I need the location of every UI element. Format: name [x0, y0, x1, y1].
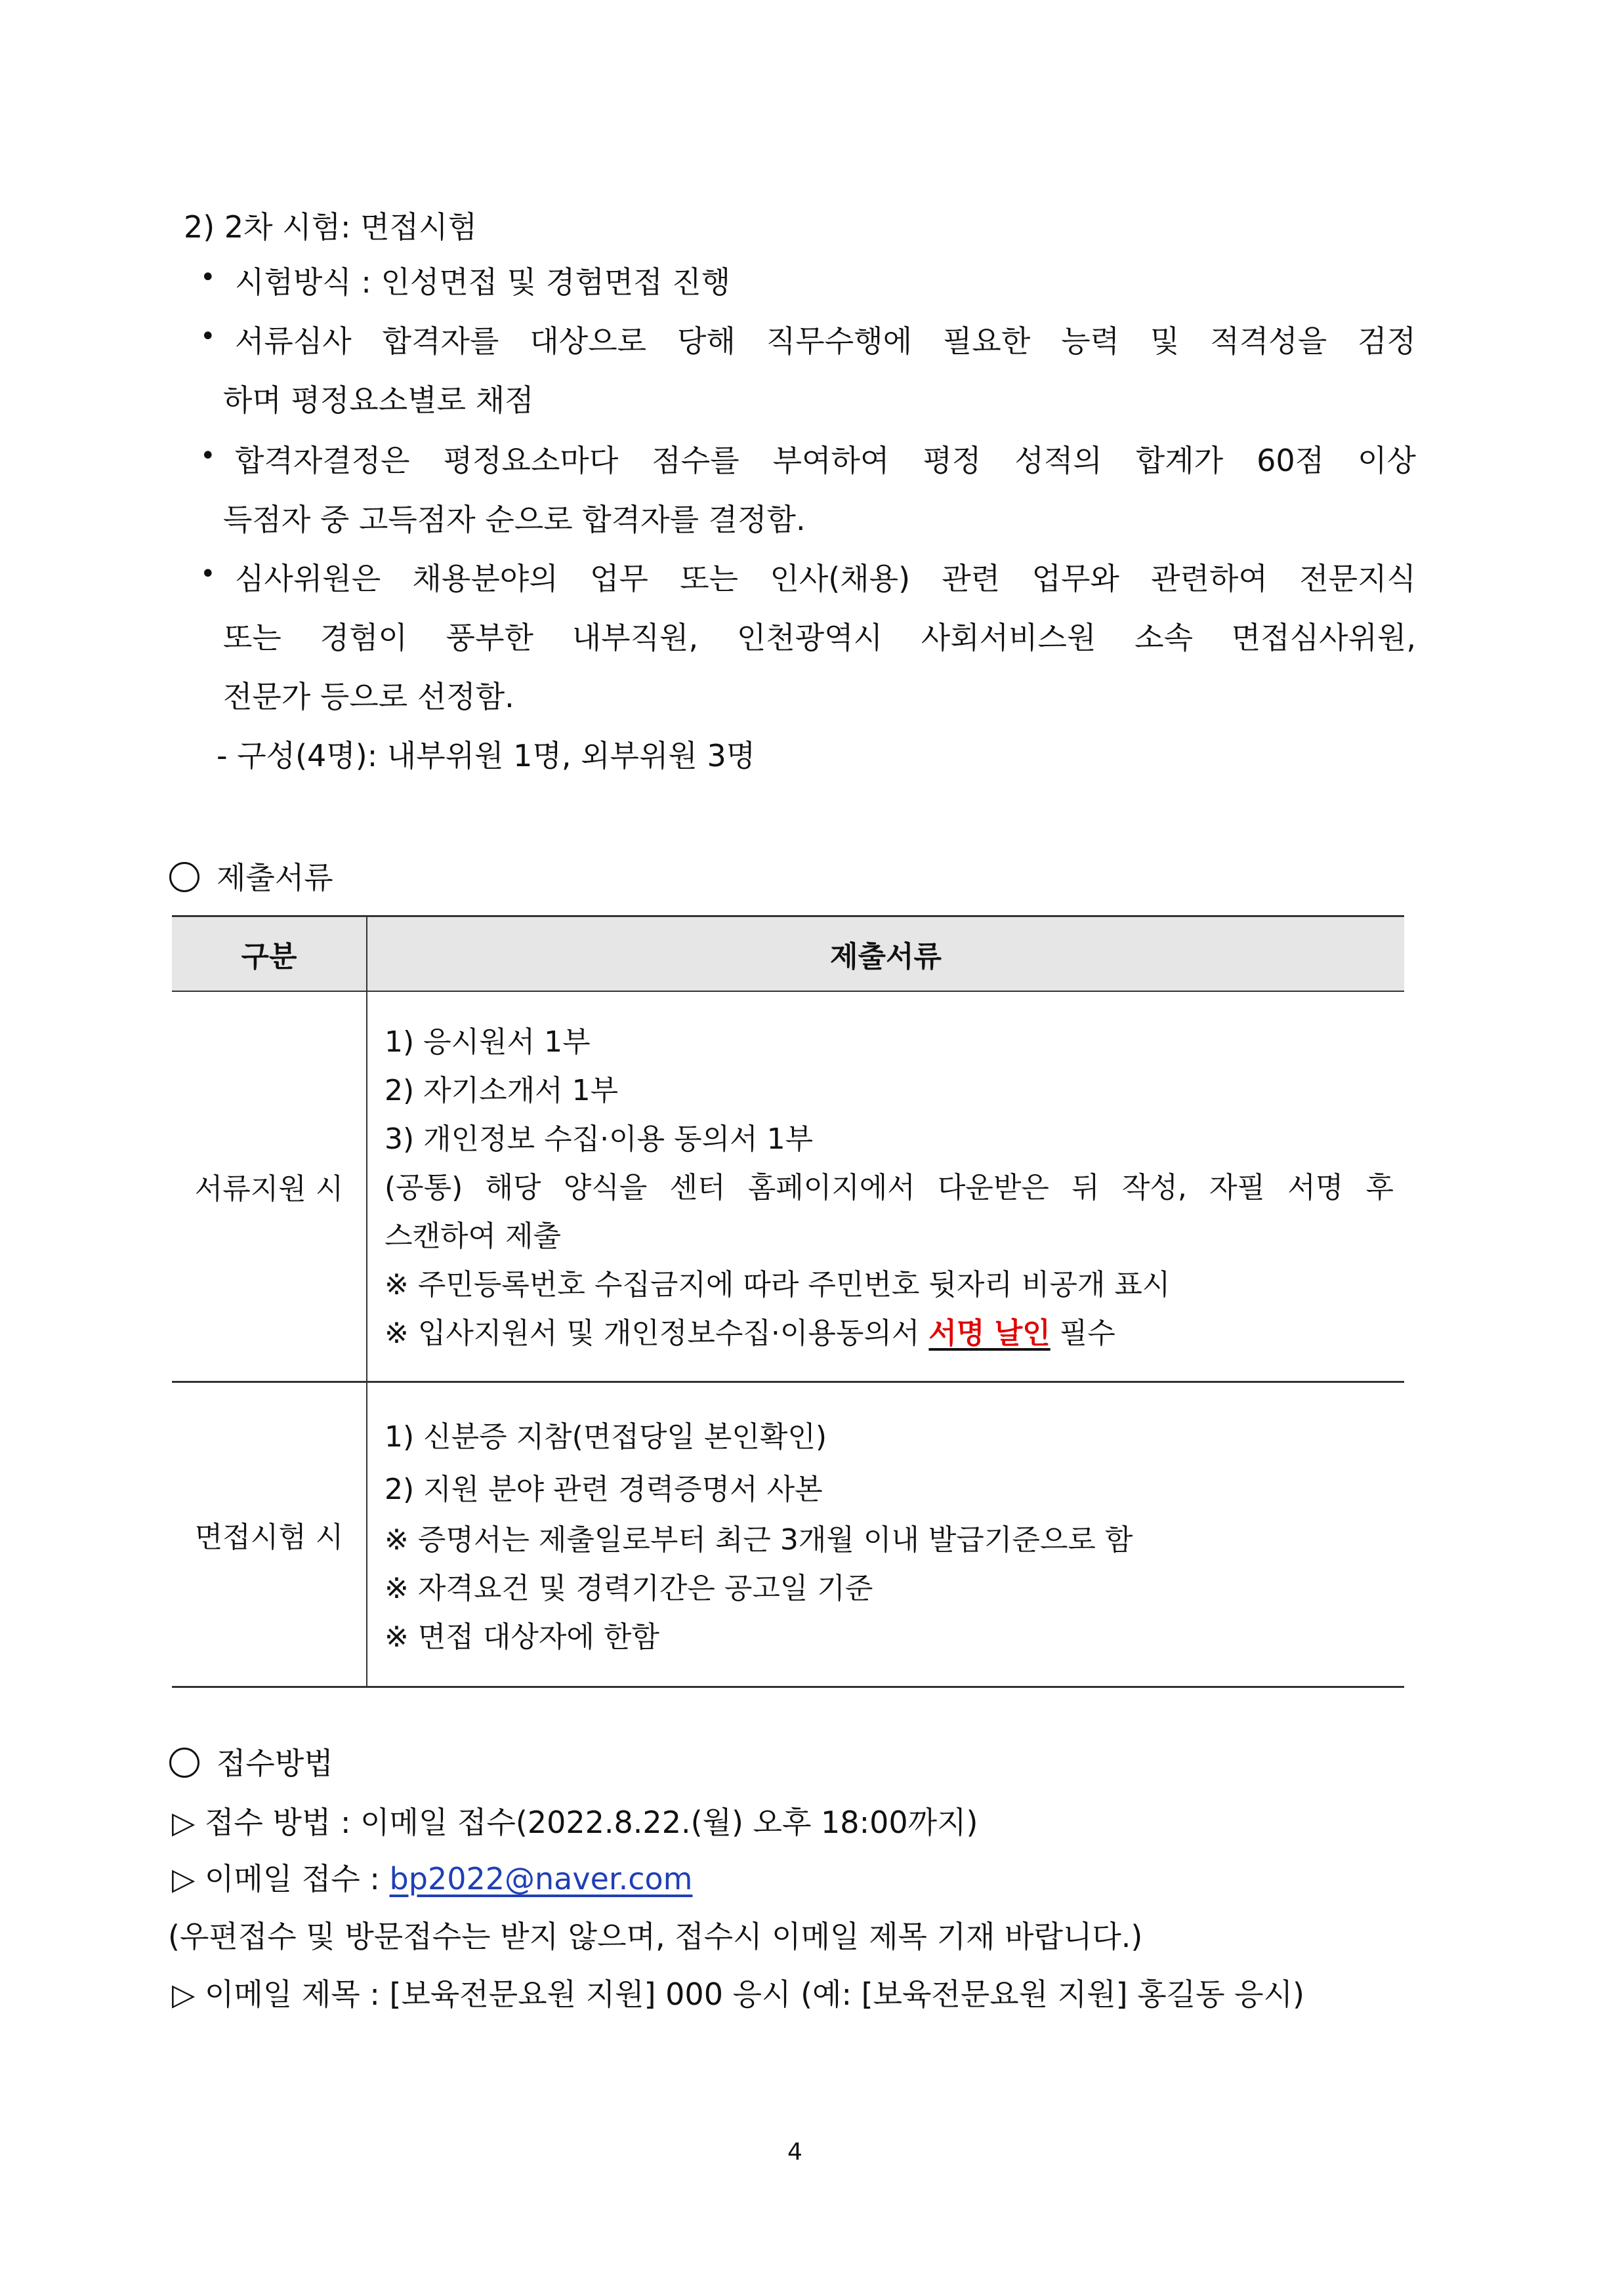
- bullet-text: 서류심사 합격자를 대상으로 당해 직무수행에 필요한 능력 및 적격성을 검정: [235, 323, 1416, 359]
- bullet-icon: •: [200, 262, 216, 293]
- row-documents: [367, 1382, 1404, 1687]
- doc-line-text: 필수: [1050, 1317, 1115, 1351]
- doc-line: 3) 개인정보 수집·이용 동의서 1부: [385, 1122, 814, 1157]
- doc-line: [385, 1309, 1394, 1358]
- receipt-email-label: ▷ 이메일 접수 :: [172, 1861, 390, 1896]
- bullet-text: 시험방식 : 인성면접 및 경험면접 진행: [235, 264, 731, 300]
- sub-item: - 구성(4명): 내부위원 1명, 외부위원 3명: [217, 738, 756, 773]
- bullet-text-cont: 또는 경험이 풍부한 내부직원, 인천광역시 사회서비스원 소속 면접심사위원,: [223, 620, 1416, 655]
- circle-bullet-icon: [169, 862, 199, 892]
- email-link[interactable]: bp2022@naver.com: [389, 1861, 693, 1896]
- receipt-title-text: 접수방법: [217, 1746, 333, 1781]
- table-header-documents: 제출서류: [367, 916, 1404, 992]
- bullet-text-cont: 득점자 중 고득점자 순으로 합격자를 결정함.: [223, 502, 806, 537]
- table-row: [172, 991, 1404, 1382]
- bullet-icon: •: [200, 559, 216, 589]
- bullet-text: 합격자결정은 평정요소마다 점수를 부여하여 평정 성적의 합계가 60점 이상: [235, 443, 1416, 478]
- bullet-icon: •: [200, 441, 216, 471]
- doc-line: 1) 응시원서 1부: [385, 1025, 591, 1059]
- doc-line: (공통) 해당 양식을 센터 홈페이지에서 다운받은 뒤 작성, 자필 서명 후: [385, 1171, 1394, 1205]
- docs-title-text: 제출서류: [217, 860, 333, 895]
- doc-line: ※ 면접 대상자에 한함: [385, 1620, 659, 1654]
- bullet-text-cont: 하며 평정요소별로 채점: [223, 382, 534, 418]
- bullet-icon: •: [200, 321, 216, 352]
- row-documents: [367, 991, 1404, 1382]
- receipt-subject: ▷ 이메일 제목 : [보육전문요원 지원] 000 응시 (예: [보육전문요원 지원] 홍길동 응시): [172, 1977, 1304, 2012]
- circle-bullet-icon: [169, 1748, 199, 1778]
- docs-table: [172, 915, 1404, 1688]
- section-heading: 2) 2차 시험: 면접시험: [184, 209, 477, 245]
- doc-line: ※ 증명서는 제출일로부터 최근 3개월 이내 발급기준으로 함: [385, 1523, 1133, 1557]
- doc-line-text: ※ 입사지원서 및 개인정보수집·이용동의서: [385, 1317, 929, 1351]
- receipt-note: (우편접수 및 방문접수는 받지 않으며, 접수시 이메일 제목 기재 바랍니다.): [168, 1919, 1143, 1954]
- table-header-row: [172, 916, 1404, 992]
- page-number: 4: [787, 2139, 802, 2165]
- signature-emphasis: 서명 날인: [928, 1317, 1051, 1351]
- docs-section-title: [169, 854, 333, 897]
- doc-line: ※ 주민등록번호 수집금지에 따라 주민번호 뒷자리 비공개 표시: [385, 1268, 1171, 1302]
- doc-line: 2) 자기소개서 1부: [385, 1074, 619, 1108]
- receipt-method: ▷ 접수 방법 : 이메일 접수(2022.8.22.(월) 오후 18:00까지): [172, 1805, 978, 1840]
- receipt-email-line: [172, 1855, 692, 1898]
- receipt-section-title: [169, 1740, 333, 1783]
- row-label: 서류지원 시: [172, 991, 367, 1382]
- row-label: 면접시험 시: [172, 1382, 367, 1687]
- table-header-category: 구분: [172, 916, 367, 992]
- doc-line: 2) 지원 분야 관련 경력증명서 사본: [385, 1472, 823, 1506]
- doc-line: ※ 자격요건 및 경력기간은 공고일 기준: [385, 1571, 873, 1605]
- bullet-text-cont: 전문가 등으로 선정함.: [223, 679, 514, 714]
- bullet-text: 심사위원은 채용분야의 업무 또는 인사(채용) 관련 업무와 관련하여 전문지식: [235, 561, 1416, 596]
- doc-line: 스캔하여 제출: [385, 1220, 562, 1254]
- doc-line: 1) 신분증 지참(면접당일 본인확인): [385, 1420, 827, 1454]
- table-row: [172, 1382, 1404, 1687]
